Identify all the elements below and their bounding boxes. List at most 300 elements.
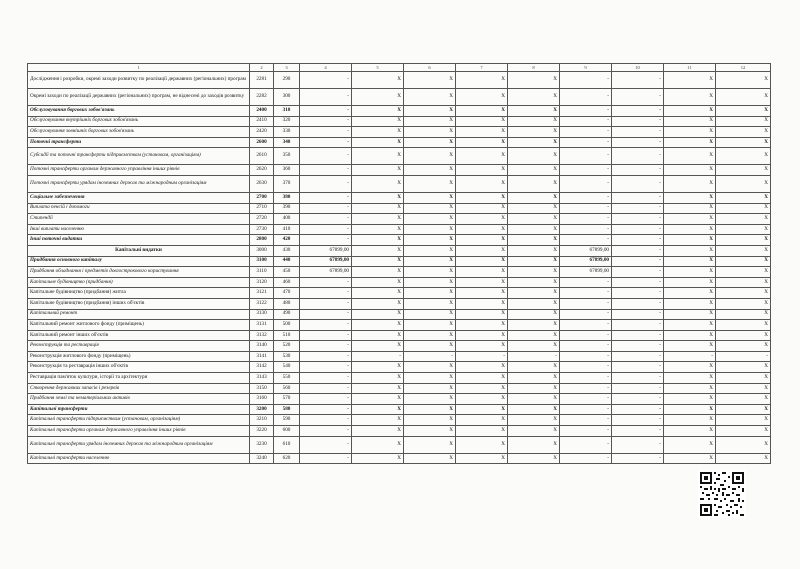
table-row	[28, 148, 771, 165]
row-code-cell: 2281	[250, 72, 274, 89]
value-cell: -	[560, 224, 612, 235]
value-cell: -	[300, 309, 352, 320]
value-cell: 67899,00	[300, 256, 352, 267]
value-cell: X	[404, 148, 456, 165]
row-code-cell: 2620	[250, 165, 274, 176]
value-cell: X	[352, 288, 404, 299]
value-cell: -	[300, 320, 352, 331]
value-cell: X	[716, 330, 771, 341]
row-line-cell: 370	[274, 175, 300, 192]
row-code-cell: 3100	[250, 256, 274, 267]
row-line-cell: 570	[274, 394, 300, 405]
value-cell: X	[352, 267, 404, 278]
row-line-cell: 340	[274, 137, 300, 148]
value-cell: X	[456, 341, 508, 352]
value-cell: -	[612, 383, 664, 394]
table-row	[28, 415, 771, 426]
row-name-cell: Капітальне будівництво (придбання)	[28, 277, 250, 288]
value-cell: X	[456, 415, 508, 426]
value-cell: -	[664, 351, 716, 362]
value-cell: -	[560, 426, 612, 437]
value-cell: -	[560, 148, 612, 165]
row-code-cell: 3210	[250, 415, 274, 426]
value-cell: -	[560, 127, 612, 138]
row-code-cell: 2420	[250, 127, 274, 138]
value-cell: -	[300, 137, 352, 148]
value-cell: X	[456, 267, 508, 278]
value-cell: X	[404, 203, 456, 214]
value-cell: X	[664, 383, 716, 394]
row-line-cell: 500	[274, 320, 300, 331]
value-cell: -	[300, 453, 352, 464]
value-cell: X	[664, 214, 716, 225]
row-code-cell: 2410	[250, 116, 274, 127]
value-cell: -	[300, 89, 352, 106]
value-cell: X	[404, 309, 456, 320]
row-name-cell: Реставрація пам'яток культури, історії та архітектури	[28, 373, 250, 384]
value-cell: X	[456, 165, 508, 176]
table-row	[28, 394, 771, 405]
row-code-cell: 3121	[250, 288, 274, 299]
value-cell: X	[508, 245, 560, 256]
table-row	[28, 426, 771, 437]
row-name-cell: Капітальні трансферти населенню	[28, 453, 250, 464]
value-cell: X	[352, 383, 404, 394]
value-cell: X	[508, 256, 560, 267]
row-name-cell: Обслуговування внутрішніх боргових зобов'язань	[28, 116, 250, 127]
value-cell: -	[300, 214, 352, 225]
value-cell: -	[612, 256, 664, 267]
value-cell: X	[352, 148, 404, 165]
value-cell: -	[612, 404, 664, 415]
column-number-row	[28, 64, 771, 72]
value-cell: X	[716, 192, 771, 203]
value-cell: X	[508, 320, 560, 331]
value-cell: X	[664, 436, 716, 453]
value-cell: X	[716, 214, 771, 225]
value-cell: X	[664, 192, 716, 203]
value-cell: X	[404, 175, 456, 192]
row-name-cell: Капітальні трансферти урядам іноземних держав та міжнародним організаціям	[28, 436, 250, 453]
value-cell: -	[300, 341, 352, 352]
value-cell: X	[664, 330, 716, 341]
value-cell: X	[456, 175, 508, 192]
table-row	[28, 404, 771, 415]
col-header-6: 6	[404, 64, 456, 72]
row-code-cell: 3150	[250, 383, 274, 394]
table-row	[28, 224, 771, 235]
value-cell: X	[456, 192, 508, 203]
value-cell: X	[716, 341, 771, 352]
row-name-cell: Придбання обладнання і предметів довгострокового користування	[28, 267, 250, 278]
value-cell: X	[716, 436, 771, 453]
value-cell: X	[664, 148, 716, 165]
value-cell: X	[716, 415, 771, 426]
row-name-cell: Стипендії	[28, 214, 250, 225]
value-cell: -	[612, 89, 664, 106]
value-cell: X	[664, 116, 716, 127]
row-code-cell: 3131	[250, 320, 274, 331]
row-name-cell: Субсидії та поточні трансферти підприємствам (установам, організаціям)	[28, 148, 250, 165]
value-cell: X	[664, 72, 716, 89]
value-cell: X	[664, 404, 716, 415]
value-cell: -	[300, 277, 352, 288]
value-cell: X	[352, 320, 404, 331]
value-cell: X	[664, 235, 716, 246]
value-cell: -	[300, 127, 352, 138]
row-code-cell: 3000	[250, 245, 274, 256]
row-code-cell: 3230	[250, 436, 274, 453]
value-cell: X	[404, 288, 456, 299]
row-line-cell: 540	[274, 362, 300, 373]
row-name-cell: Реконструкція та реставрація	[28, 341, 250, 352]
row-name-cell: Капітальні трансферти	[28, 404, 250, 415]
value-cell: -	[300, 362, 352, 373]
value-cell: -	[612, 351, 664, 362]
value-cell: X	[456, 426, 508, 437]
value-cell: X	[404, 394, 456, 405]
col-header-5: 5	[352, 64, 404, 72]
value-cell: -	[560, 89, 612, 106]
expenditure-table	[27, 63, 771, 464]
value-cell: X	[716, 116, 771, 127]
value-cell: X	[352, 116, 404, 127]
value-cell: X	[456, 404, 508, 415]
value-cell: X	[664, 127, 716, 138]
value-cell: -	[716, 351, 771, 362]
row-name-cell: Інші виплати населенню	[28, 224, 250, 235]
table-row	[28, 288, 771, 299]
value-cell: -	[612, 106, 664, 117]
row-line-cell: 440	[274, 256, 300, 267]
table-row	[28, 309, 771, 320]
value-cell: X	[508, 165, 560, 176]
col-header-10: 10	[612, 64, 664, 72]
row-name-cell: Створення державних запасів і резервів	[28, 383, 250, 394]
value-cell: X	[716, 453, 771, 464]
value-cell: -	[300, 116, 352, 127]
table-row	[28, 341, 771, 352]
row-name-cell: Соціальне забезпечення	[28, 192, 250, 203]
value-cell: X	[352, 298, 404, 309]
value-cell: X	[404, 320, 456, 331]
table-row	[28, 277, 771, 288]
value-cell: X	[508, 298, 560, 309]
col-header-11: 11	[664, 64, 716, 72]
value-cell: -	[612, 214, 664, 225]
row-code-cell: 3110	[250, 267, 274, 278]
value-cell: -	[612, 192, 664, 203]
row-name-cell: Капітальний ремонт інших об'єктів	[28, 330, 250, 341]
value-cell: X	[352, 175, 404, 192]
row-code-cell: 3143	[250, 373, 274, 384]
value-cell: X	[352, 426, 404, 437]
row-line-cell: 290	[274, 72, 300, 89]
value-cell: -	[300, 394, 352, 405]
value-cell: X	[664, 277, 716, 288]
value-cell: X	[456, 72, 508, 89]
table-row	[28, 256, 771, 267]
value-cell: X	[716, 309, 771, 320]
value-cell: X	[508, 415, 560, 426]
value-cell: -	[560, 137, 612, 148]
value-cell: X	[352, 277, 404, 288]
row-name-cell: Обслуговування боргових зобов'язань	[28, 106, 250, 117]
value-cell: -	[560, 320, 612, 331]
value-cell: X	[664, 341, 716, 352]
value-cell: X	[352, 373, 404, 384]
value-cell: -	[560, 383, 612, 394]
value-cell: X	[352, 72, 404, 89]
value-cell: -	[612, 245, 664, 256]
row-code-cell: 2600	[250, 137, 274, 148]
value-cell: X	[664, 89, 716, 106]
value-cell: -	[560, 404, 612, 415]
value-cell: X	[456, 214, 508, 225]
row-line-cell: 430	[274, 245, 300, 256]
value-cell: -	[560, 351, 612, 362]
row-line-cell: 580	[274, 404, 300, 415]
row-name-cell: Капітальний ремонт житлового фонду (приміщень)	[28, 320, 250, 331]
value-cell: -	[560, 362, 612, 373]
value-cell: -	[560, 72, 612, 89]
row-line-cell: 620	[274, 453, 300, 464]
value-cell: X	[716, 298, 771, 309]
value-cell: X	[508, 106, 560, 117]
value-cell: X	[716, 235, 771, 246]
value-cell: -	[560, 235, 612, 246]
row-code-cell: 2710	[250, 203, 274, 214]
value-cell: -	[300, 224, 352, 235]
value-cell: -	[612, 277, 664, 288]
value-cell: X	[508, 383, 560, 394]
value-cell: -	[300, 106, 352, 117]
value-cell: X	[508, 309, 560, 320]
col-header-3: 3	[274, 64, 300, 72]
value-cell: -	[612, 436, 664, 453]
value-cell: -	[300, 351, 352, 362]
value-cell: -	[560, 203, 612, 214]
value-cell: -	[560, 373, 612, 384]
value-cell: 67899,00	[560, 256, 612, 267]
value-cell: X	[352, 415, 404, 426]
value-cell: -	[300, 288, 352, 299]
value-cell: X	[716, 288, 771, 299]
value-cell: X	[456, 362, 508, 373]
row-name-cell: Капітальні трансферти підприємствам (установам, організаціям)	[28, 415, 250, 426]
value-cell: X	[664, 165, 716, 176]
value-cell: X	[404, 116, 456, 127]
value-cell: X	[664, 267, 716, 278]
value-cell: X	[352, 330, 404, 341]
row-name-cell: Обслуговування зовнішніх боргових зобов'язань	[28, 127, 250, 138]
value-cell: X	[716, 127, 771, 138]
value-cell: X	[456, 288, 508, 299]
value-cell: X	[508, 330, 560, 341]
value-cell: X	[716, 148, 771, 165]
value-cell: X	[664, 288, 716, 299]
row-name-cell: Поточні трансферти урядам іноземних держав та міжнародним організаціям	[28, 175, 250, 192]
value-cell: -	[612, 267, 664, 278]
value-cell: X	[404, 214, 456, 225]
table-row	[28, 72, 771, 89]
row-name-cell: Поточні трансферти	[28, 137, 250, 148]
row-name-cell: Поточні трансферти органам державного управління інших рівнів	[28, 165, 250, 176]
row-line-cell: 410	[274, 224, 300, 235]
report-sheet	[27, 63, 770, 464]
value-cell: X	[716, 137, 771, 148]
value-cell: -	[560, 298, 612, 309]
value-cell: X	[404, 341, 456, 352]
row-line-cell: 510	[274, 330, 300, 341]
value-cell: X	[716, 373, 771, 384]
value-cell: X	[456, 116, 508, 127]
value-cell: X	[404, 72, 456, 89]
table-row	[28, 106, 771, 117]
row-line-cell: 310	[274, 106, 300, 117]
value-cell: -	[612, 288, 664, 299]
value-cell: X	[716, 89, 771, 106]
value-cell: -	[300, 203, 352, 214]
value-cell: -	[560, 330, 612, 341]
row-line-cell: 380	[274, 192, 300, 203]
value-cell: -	[560, 277, 612, 288]
row-code-cell: 3120	[250, 277, 274, 288]
table-row	[28, 214, 771, 225]
value-cell: -	[560, 106, 612, 117]
value-cell: X	[716, 175, 771, 192]
value-cell: -	[300, 192, 352, 203]
value-cell: X	[508, 362, 560, 373]
value-cell: -	[560, 309, 612, 320]
value-cell: -	[612, 394, 664, 405]
table-row	[28, 298, 771, 309]
value-cell: X	[404, 245, 456, 256]
value-cell: X	[664, 137, 716, 148]
table-row	[28, 245, 771, 256]
table-row	[28, 267, 771, 278]
value-cell: -	[508, 351, 560, 362]
row-code-cell: 3142	[250, 362, 274, 373]
value-cell: X	[664, 373, 716, 384]
value-cell: X	[508, 116, 560, 127]
value-cell: X	[508, 267, 560, 278]
value-cell: X	[664, 415, 716, 426]
value-cell: -	[612, 137, 664, 148]
value-cell: X	[664, 224, 716, 235]
value-cell: X	[456, 148, 508, 165]
value-cell: X	[664, 245, 716, 256]
value-cell: -	[612, 341, 664, 352]
value-cell: X	[352, 404, 404, 415]
row-code-cell: 3240	[250, 453, 274, 464]
row-code-cell: 2700	[250, 192, 274, 203]
row-line-cell: 490	[274, 309, 300, 320]
value-cell: X	[456, 235, 508, 246]
value-cell: X	[404, 192, 456, 203]
col-header-7: 7	[456, 64, 508, 72]
value-cell: X	[456, 224, 508, 235]
value-cell: -	[300, 148, 352, 165]
value-cell: X	[508, 426, 560, 437]
value-cell: X	[716, 224, 771, 235]
value-cell: X	[716, 106, 771, 117]
value-cell: -	[612, 309, 664, 320]
value-cell: 67899,00	[560, 245, 612, 256]
value-cell: -	[560, 192, 612, 203]
row-code-cell: 3200	[250, 404, 274, 415]
value-cell: -	[612, 330, 664, 341]
value-cell: X	[508, 453, 560, 464]
value-cell: X	[508, 235, 560, 246]
value-cell: -	[560, 453, 612, 464]
row-code-cell: 3220	[250, 426, 274, 437]
row-code-cell: 3141	[250, 351, 274, 362]
table-row	[28, 175, 771, 192]
row-code-cell: 2282	[250, 89, 274, 106]
value-cell: X	[352, 203, 404, 214]
value-cell: X	[404, 224, 456, 235]
value-cell: X	[716, 320, 771, 331]
value-cell: X	[352, 436, 404, 453]
row-code-cell: 3130	[250, 309, 274, 320]
value-cell: -	[300, 383, 352, 394]
value-cell: -	[612, 175, 664, 192]
value-cell: X	[716, 383, 771, 394]
col-header-2: 2	[250, 64, 274, 72]
value-cell: X	[664, 309, 716, 320]
value-cell: X	[508, 288, 560, 299]
row-line-cell: 320	[274, 116, 300, 127]
table-row	[28, 436, 771, 453]
row-name-cell: Придбання основного капіталу	[28, 256, 250, 267]
row-name-cell: Інші поточні видатки	[28, 235, 250, 246]
value-cell: -	[612, 203, 664, 214]
row-code-cell: 2610	[250, 148, 274, 165]
value-cell: X	[352, 106, 404, 117]
col-header-12: 12	[716, 64, 771, 72]
row-line-cell: 400	[274, 214, 300, 225]
value-cell: X	[456, 245, 508, 256]
value-cell: -	[300, 415, 352, 426]
row-line-cell: 390	[274, 203, 300, 214]
row-line-cell: 470	[274, 288, 300, 299]
value-cell: X	[456, 89, 508, 106]
value-cell: -	[560, 214, 612, 225]
value-cell: X	[664, 203, 716, 214]
value-cell: X	[508, 72, 560, 89]
value-cell: X	[508, 203, 560, 214]
value-cell: X	[404, 277, 456, 288]
value-cell: X	[404, 362, 456, 373]
value-cell: X	[456, 330, 508, 341]
row-line-cell: 330	[274, 127, 300, 138]
value-cell: X	[352, 165, 404, 176]
value-cell: -	[612, 320, 664, 331]
value-cell: X	[352, 245, 404, 256]
value-cell: X	[352, 89, 404, 106]
value-cell: X	[352, 137, 404, 148]
row-name-cell: Окремі заходи по реалізації державних (регіональних) програм, не віднесені до заходів розвитку	[28, 89, 250, 106]
table-row	[28, 235, 771, 246]
value-cell: X	[404, 106, 456, 117]
value-cell: X	[404, 235, 456, 246]
value-cell: X	[508, 175, 560, 192]
value-cell: -	[560, 341, 612, 352]
value-cell: -	[612, 165, 664, 176]
row-name-cell: Капітальне будівництво (придбання) житла	[28, 288, 250, 299]
value-cell: -	[404, 351, 456, 362]
